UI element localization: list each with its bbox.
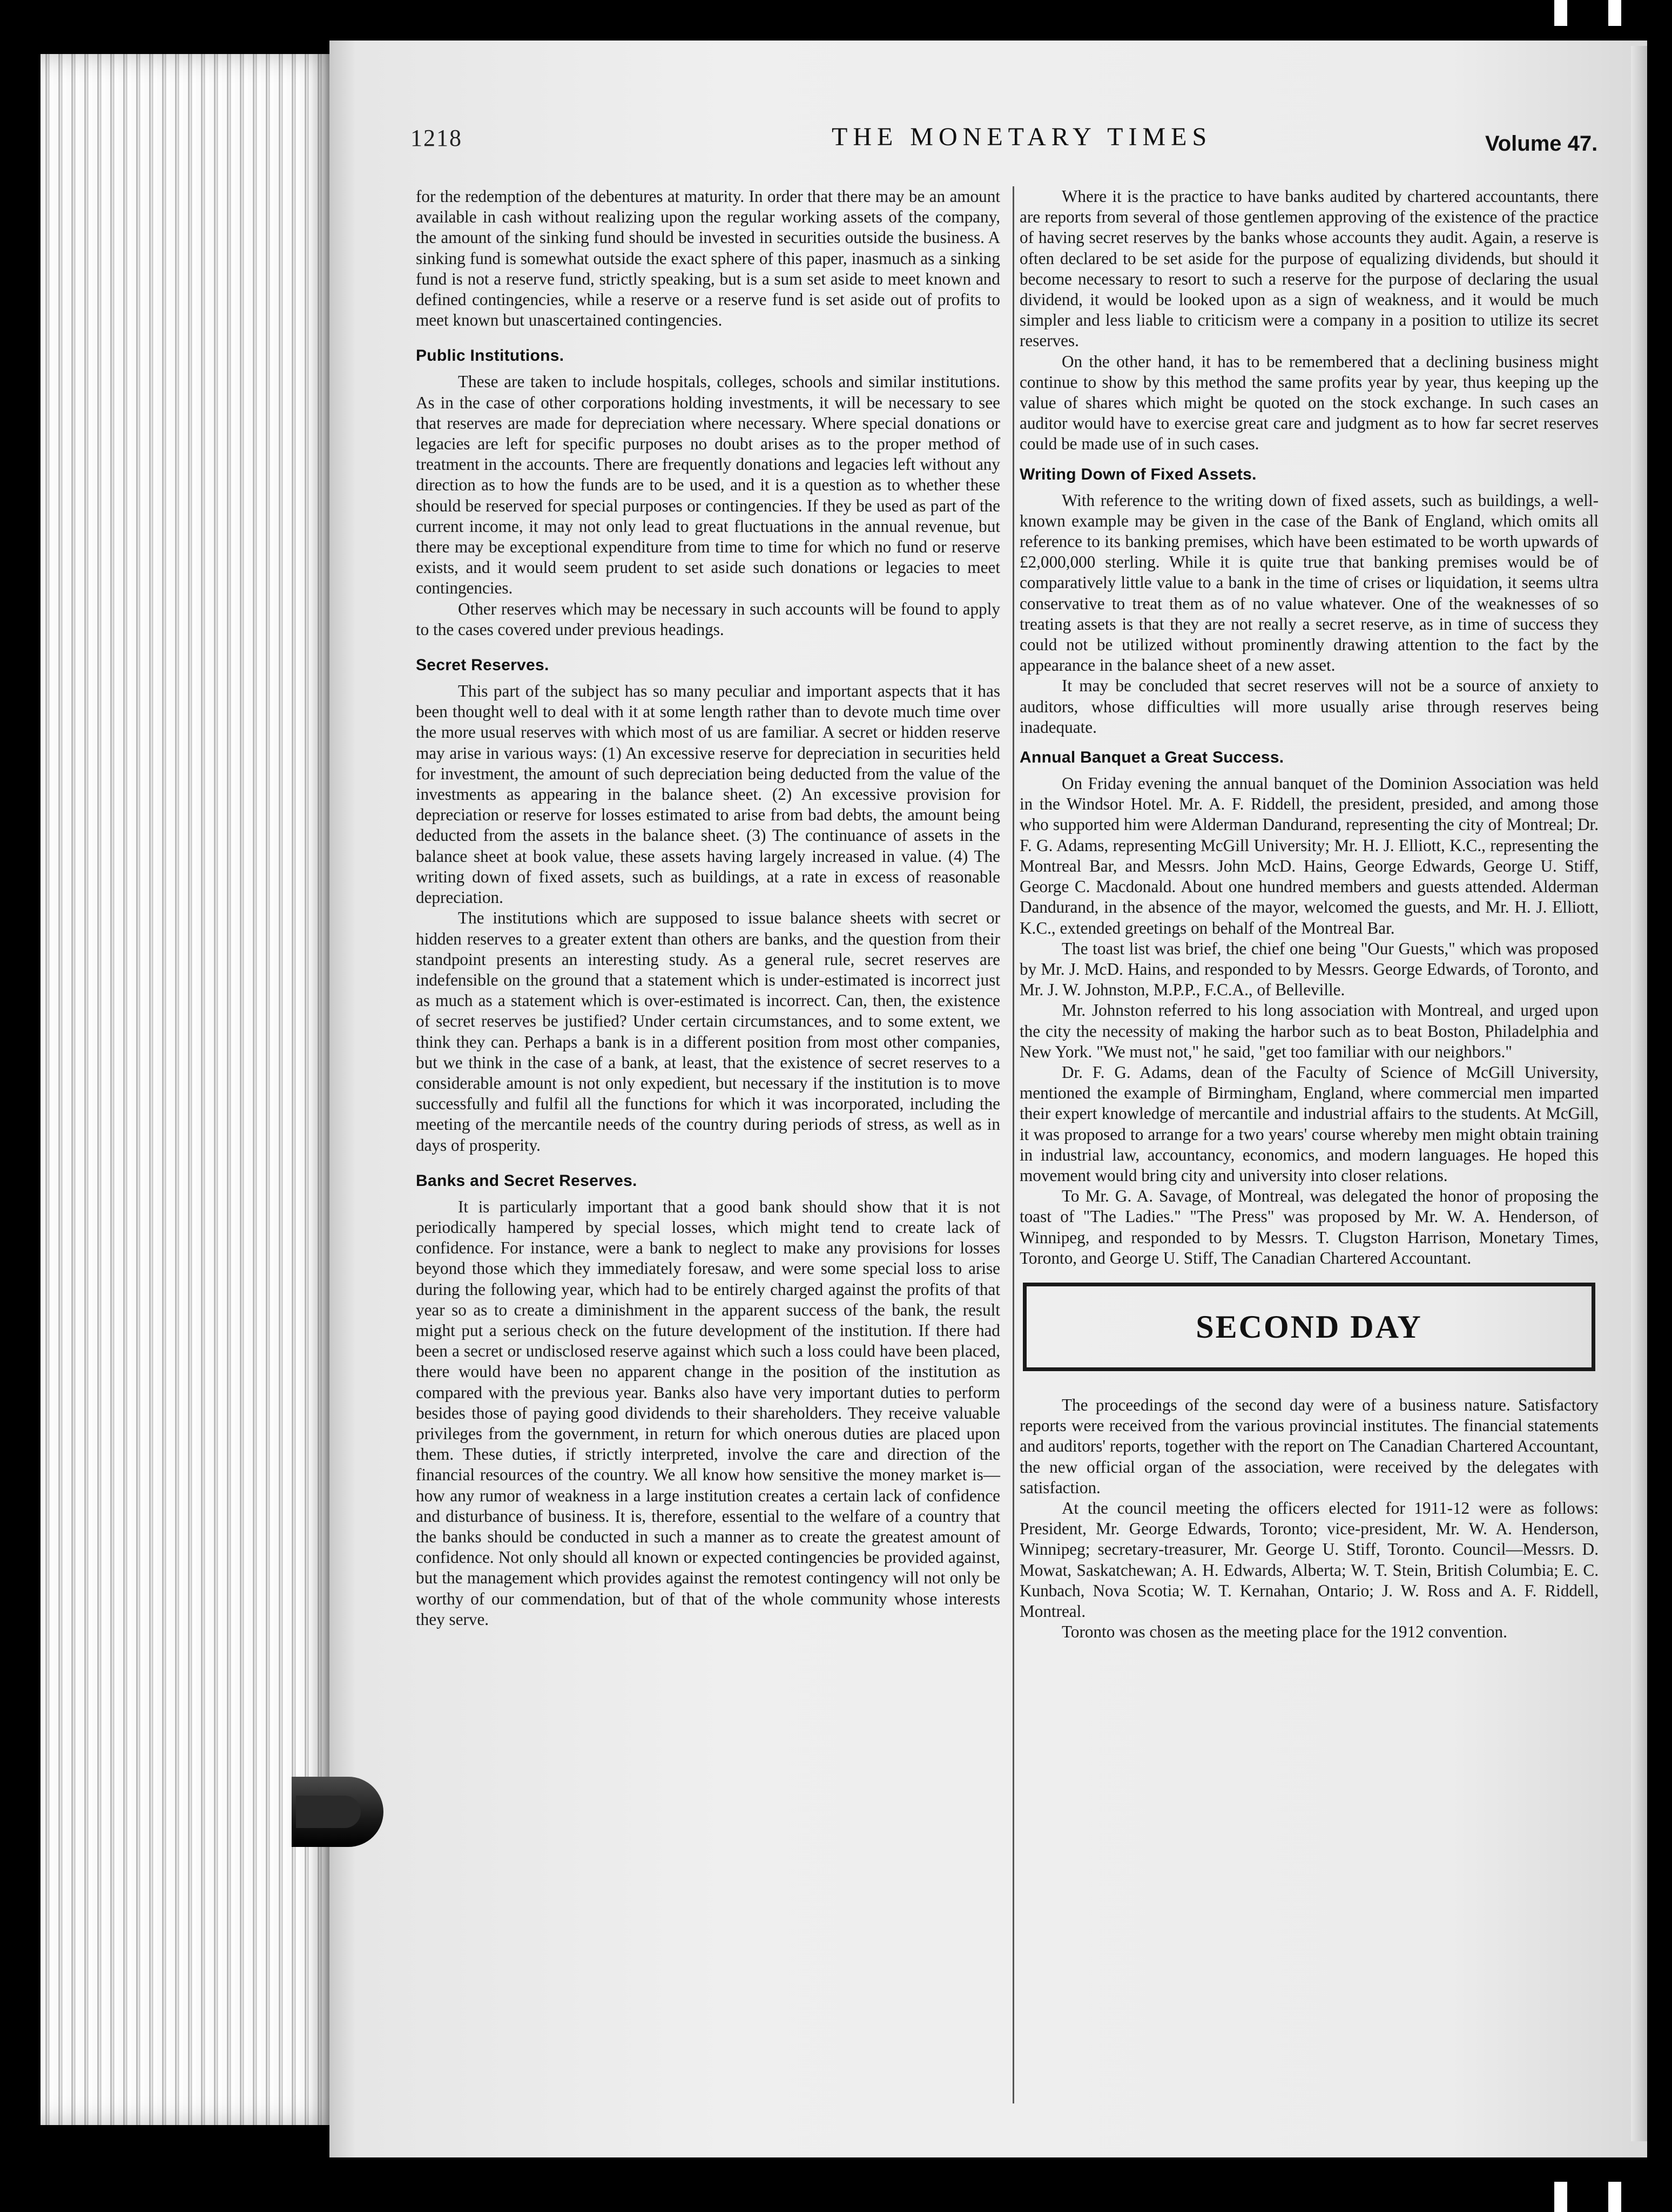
paragraph: The proceedings of the second day were of a business nature. Satisfactory reports were received from the various provincial institutes. The financial statements and auditors' reports, together with the report on The Canadian Chartered Accountant, the new official organ of the association, were received by the delegates with satisfaction. xyxy=(1020,1395,1599,1497)
paragraph: At the council meeting the officers elected for 1911-12 were as follows: President, Mr. George Edwards, Toronto; vice-president, Mr. W. A. Henderson, Winnipeg; secretary-treasurer, Mr. George U. Stiff, Toronto. Council—Messrs. D. Mowat, Saskatchewan; A. H. Edwards, Alberta; W. T. Stein, British Columbia; E. C. Kunbach, Nova Scotia; W. T. Kernahan, Ontario; J. W. Ross and A. F. Riddell, Montreal. xyxy=(1020,1498,1599,1621)
journal-title: THE MONETARY TIMES xyxy=(832,123,1212,151)
paragraph: With reference to the writing down of fixed assets, such as buildings, a well-known example may be given in the case of the Bank of England, which omits all reference to its banking premises, which have been estimated to be worth upwards of £2,000,000 sterling. While it is quite true that banking premises would be of comparatively little value to a bank in the time of crises or liquidation, it seems ultra conservative to treat them as of no value whatever. One of the weaknesses of so treating assets is that they are not really a secret reserve, as in time of success they could not be utilized without prominently drawing attention to the fact by the appearance in the balance sheet of a new asset. xyxy=(1020,490,1599,675)
second-day-heading: SECOND DAY xyxy=(1196,1309,1422,1345)
section-heading-annual-banquet: Annual Banquet a Great Success. xyxy=(1020,748,1284,767)
section-heading-writing-down: Writing Down of Fixed Assets. xyxy=(1020,465,1257,483)
paragraph: Dr. F. G. Adams, dean of the Faculty of Science of McGill University, mentioned the example of Birmingham, England, where commercial men imparted their expert knowledge of mercantile and industrial affairs to the students. At McGill, it was proposed to arrange for a two years' course whereby men might obtain training in industrial law, accountancy, economics, and modern languages. He hoped this movement would bring city and university into closer relations. xyxy=(1020,1062,1599,1185)
paragraph: This part of the subject has so many peculiar and important aspects that it has been thought well to deal with it at some length rather than to devote much time over the more usual reserves with which most of us are familiar. A secret or hidden reserve may arise in various ways: (1) An excessive reserve for depreciation in securities held for investment, the amount of such depreciation being deducted from the value of the investments as appearing in the balance sheet. (2) An excessive provision for depreciation or reserve for losses estimated to arise from bad debts, the amount being deducted from the assets in the balance sheet. (3) The continuance of assets in the balance sheet at book value, these assets having largely increased in value. (4) The writing down of fixed assets, such as buildings, at a rate in excess of reasonable depreciation. xyxy=(416,682,1000,907)
film-marker xyxy=(1608,2182,1621,2212)
paragraph: for the redemption of the debentures at maturity. In order that there may be an amount available in cash without realizing upon the regular working assets of the company, the amount of the sinking fund should be invested in securities outside the business. A sinking fund is somewhat outside the exact sphere of this paper, inasmuch as a sinking fund is not a reserve fund, strictly speaking, but is a sum set aside to meet known and defined contingencies, while a reserve or a reserve fund is set aside out of profits to meet known but unascertained contingencies. xyxy=(416,187,1000,330)
paragraph: It may be concluded that secret reserves will not be a source of anxiety to auditors, whose difficulties will more usually arise through reserves being inadequate. xyxy=(1020,676,1599,737)
second-day-box xyxy=(1023,1283,1595,1371)
page-header xyxy=(410,124,1653,162)
paragraph: Toronto was chosen as the meeting place for the 1912 convention. xyxy=(1062,1622,1507,1642)
paragraph: These are taken to include hospitals, colleges, schools and similar institutions. As in the case of other corporations holding investments, it will be necessary to see that reserves are made for depreciation where necessary. Where special donations or legacies are left for specific purposes no doubt arises as to the proper method of treatment in the accounts. There are frequently donations and legacies left without any direction as to how the funds are to be used, and it is a question as to whether these should be reserved for special purposes or contingencies. If they be used as part of the current income, it may not only lead to great fluctuations in the annual revenue, but there may be exceptional expenditure from time to time for which no fund or reserve exists, and it would seem prudent to set aside such donations or legacies to meet contingencies. xyxy=(416,372,1000,598)
page-right-edge xyxy=(1631,46,1647,2141)
paragraph: Where it is the practice to have banks audited by chartered accountants, there are reports from several of those gentlemen approving of the existence of the practice of having secret reserves by the banks whose accounts they audit. Again, a reserve is often declared to be set aside for the purpose of equalizing dividends, but should it become necessary to resort to such a reserve for the purpose of declaring the usual dividend, it would be looked upon as a sign of weakness, and it would be much simpler and less liable to criticism were a company in a position to utilize its secret reserves. xyxy=(1020,187,1599,350)
film-marker xyxy=(1608,0,1621,26)
volume-label: Volume 47. xyxy=(1485,132,1598,156)
paragraph: It is particularly important that a good bank should show that it is not periodically hampered by special losses, which might tend to create lack of confidence. For instance, were a bank to neglect to make any provisions for losses beyond those which they immediately foresaw, and were some special loss to arise during the following year, which had to be entirely charged against the profits of that year so as to create a diminishment in the apparent success of the bank, the result might put a serious check on the future development of the institution. If there had been a secret or undisclosed reserve against which such a loss could have been placed, there would have been no apparent change in the position of the institution as compared with the previous year. Banks also have very important duties to perform besides those of paying good dividends to their shareholders. They receive valuable privileges from the government, in return for which onerous duties are placed upon them. These duties, if strictly interpreted, involve the care and direction of the financial resources of the country. We all know how sensitive the money market is—how any rumor of weakness in a large institution creates a certain lack of confidence and disturbance of business. It is, therefore, essential to the welfare of a country that the banks should be conducted in such a manner as to create the greatest amount of confidence. Not only should all known or expected contingencies be provided against, but the management which provides against the remotest contingency will not only be worthy of our commendation, but of that of the whole community whose interests they serve. xyxy=(416,1197,1000,1629)
paragraph: Other reserves which may be necessary in such accounts will be found to apply to the cases covered under previous headings. xyxy=(416,599,1000,639)
section-heading-public-institutions: Public Institutions. xyxy=(416,347,564,365)
binder-clip-inner xyxy=(296,1796,361,1828)
paragraph: On the other hand, it has to be remembered that a declining business might continue to show by this method the same profits year by year, thus keeping up the value of shares which might be quoted on the stock exchange. In such cases an auditor would have to exercise great care and judgment as to how far secret reserves could be made use of in such cases. xyxy=(1020,352,1599,454)
right-column xyxy=(1020,186,1599,1642)
film-marker xyxy=(1554,0,1567,26)
film-marker xyxy=(1554,2182,1567,2212)
paragraph: Mr. Johnston referred to his long association with Montreal, and urged upon the city the necessity of making the harbor such as to beat Boston, Philadelphia and New York. "We must not," he said, "get too familiar with our neighbors." xyxy=(1020,1001,1599,1061)
paragraph: The toast list was brief, the chief one being "Our Guests," which was proposed by Mr. J. McD. Hains, and responded to by Messrs. George Edwards, of Toronto, and Mr. J. W. Johnston, M.P.P., F.C.A., of Belleville. xyxy=(1020,939,1599,1000)
paragraph: The institutions which are supposed to issue balance sheets with secret or hidden reserves to a greater extent than others are banks, and the question from their standpoint presents an interesting study. As a general rule, secret reserves are indefensible on the ground that a statement which is under-estimated is incorrect just as much as a statement which is over-estimated is incorrect. Can, then, the existence of secret reserves be justified? Under certain circumstances, and to some extent, we think they can. Perhaps a bank is in a different position from most other companies, but we think in the case of a bank, at least, that the existence of secret reserves to a considerable amount is not only expedient, but necessary if the institution is to move successfully and fulfil all the functions for which it was incorporated, including the meeting of the mercantile needs of the country during periods of stress, as well as in days of prosperity. xyxy=(416,908,1000,1155)
paragraph: On Friday evening the annual banquet of the Dominion Association was held in the Windsor Hotel. Mr. A. F. Riddell, the president, presided, and among those who supported him were Alderman Dandurand, representing the city of Montreal; Dr. F. G. Adams, representing McGill University; Mr. H. J. Elliott, K.C., representing the Montreal Bar, and Messrs. John McD. Hains, George Edwards, George U. Stiff, George C. Macdonald. About one hundred members and guests attended. Alderman Dandurand, in the absence of the mayor, welcomed the guests, and Mr. H. J. Elliott, K.C., extended greetings on behalf of the Montreal Bar. xyxy=(1020,774,1599,938)
column-divider xyxy=(1013,186,1014,2103)
paragraph: To Mr. G. A. Savage, of Montreal, was delegated the honor of proposing the toast of "The Ladies." "The Press" was proposed by Mr. W. A. Henderson, of Winnipeg, and responded to by Messrs. T. Clugston Harrison, Monetary Times, Toronto, and George U. Stiff, The Canadian Chartered Accountant. xyxy=(1020,1186,1599,1267)
section-heading-secret-reserves: Secret Reserves. xyxy=(416,656,549,675)
section-heading-banks-and-secret-reserves: Banks and Secret Reserves. xyxy=(416,1171,637,1190)
page-number: 1218 xyxy=(410,125,462,151)
left-column xyxy=(416,186,1000,1630)
